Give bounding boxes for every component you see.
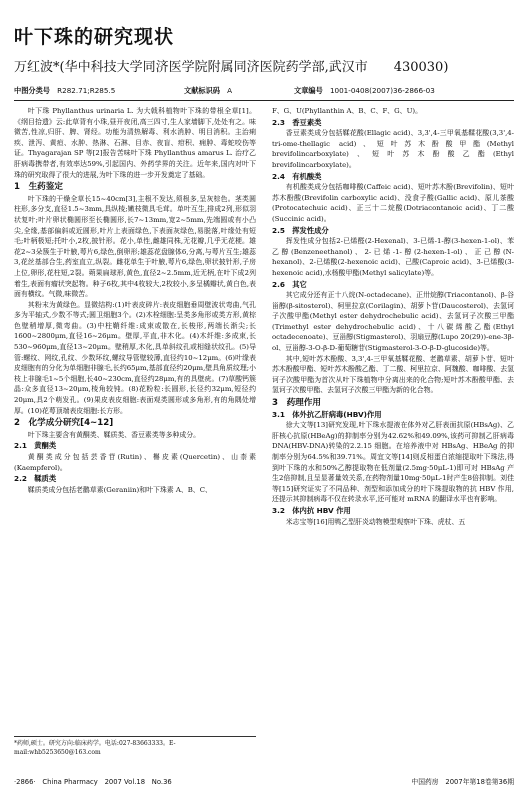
- section-3-2-paragraph: 米志宝等[16]用鸭乙型肝炎动物模型观察叶下珠、虎杖、五: [285, 517, 466, 526]
- left-column: [14, 106, 256, 734]
- section-3-1-paragraph: 徐大文等[13]研究发现,叶下珠水提液在体外对乙肝表面抗原(HBsAg)、乙肝核心抗原(HBeAg)的抑制率分别为42.62%和49.09%,该药可抑制乙肝病毒 DNA(HBV-DNA)转染的2.2.15 细胞。在培养液中对 HBsAg、HBeAg 的抑制率分别为64.5%和39.71%。周宜文等[14]则反相蛋白浓缩提取叶下珠法,得到叶下珠的水和50%乙醇提取物在低剂量(2.5mg·50μL-1)即可对 HBsAg 产生2倍抑制,且呈显著量效关系,在药物剂量10mg·50μL-1时产生8倍抑制。刘佳等[15]研究证实了不同品种、剂型和添加成分的叶下珠提取物的抗 HBV 作用,还提示其抑制病毒不仅在转录水平,还可能对 mRNA 的翻译水平也有影响。: [272, 421, 514, 504]
- footer-left: ·2866· China Pharmacy 2007 Vol.18 No.36: [14, 778, 172, 786]
- article-number: 文章编号 1001-0408(2007)36-2866-03: [294, 86, 435, 95]
- section-2-3-heading: 2.3 香豆素类: [272, 117, 322, 127]
- section-3-heading: 3 药理作用: [272, 398, 321, 409]
- author-footnote: *药师,硕士。研究方向:临床药学。电话:027-83663333。E-mail:whb5253650@163.com: [14, 736, 256, 757]
- section-2-4-paragraph: 有机酸类成分包括咖啡酸(Caffeic acid)、短叶苏木酚(Brevifolin)、短叶苏木酚酸(Brevifolin carboxylic acid)、没食子酸(Gallic acid)、原儿茶酸(Protocatechuic acid)、正三十二烷酸(Dotriacontanoic acid)、丁二酸(Succinic acid)。: [272, 183, 514, 223]
- section-1-paragraph-1: 叶下珠的干燥全草长15~40cm[3],主根不发达,须根多,呈灰棕色。茎类圆柱形,多分支,直径1.5~3mm,具纵棱;嫩枝微具毛茸。单叶互生,排成2列,形似羽状复叶;叶片卵状椭圆形至长椭圆形,长7~13mm,宽2~5mm,先端圆或有小凸尖,全缘,基部偏斜或近圆形,叶片上表面绿色,下表面灰绿色,易脱落,叶缘处有短毛;叶柄极短;托叶小,2枚,披针形。花小,单性,雌雄同株,无花瓣,几乎无花梗。雄花2~3朵簇生于叶腋,萼片6,绿色,倒卵形;雄蕊花盘腺体6,分离,与萼片互生;雄蕊3,花丝基部合生,药室直立,纵裂。雌花单生于叶腋,萼片6,绿色,卵状披针形,子房上位,卵形,花柱短,2裂。蒴果扁球形,黄色,直径2~2.5mm,近无柄,在叶下成2列着生,表面有瘤状突起物。种子6枚,其中4枚较大,2枚较小,多呈橘瓣状,黄白色,表面有横纹。气微,味微苦。: [14, 194, 256, 299]
- section-2-5-paragraph: 挥发性成分包括2-已烯醛(2-Hexenal)、3-已烯-1-醇(3-hexen-1-ol)、苯乙醇(Benzeneethanol)、2-已烯-1-醇(2-hexen-1-ol)、正己醇(N-hexanol)、2-已烯酸(2-hexenoic acid)、己酸(Caproic acid)、3-已烯酸(3-hexenoic acid),水杨酸甲酯(Methyl salicylate)等。: [272, 237, 514, 277]
- section-3-1-heading: 3.1 体外抗乙肝病毒(HBV)作用: [272, 409, 382, 419]
- section-2-6-heading: 2.6 其它: [272, 279, 307, 289]
- section-1-heading: 1 生药鉴定: [14, 182, 63, 193]
- section-2-4-heading: 2.4 有机酸类: [272, 171, 322, 181]
- section-1-paragraph-2: 其粉末为黄绿色。显微结构:(1)叶表皮碎片:表皮细胞垂周壁波状弯曲,气孔多为平轴式,少数不等式;圆卫细胞3个。(2)木栓细胞:呈类多角形或类方形,黄棕色壁稍增厚,微弯曲。(3)中柱鞘纤维:成束或散在,长梭形,两端长渐尖;长1600~2800μm,直径16~26μm。壁厚,平直,非木化。(4)木纤维:多成束,长530~960μm,直径13~20μm。壁稍厚,木化,具单斜纹孔或相缝状纹孔。(5)导管:螺纹、网纹,孔纹、少数环纹,螺纹导管壁较薄,直径约10~12μm。(6)叶缘表皮细胞有的分化为单细胞非腺毛,长约65μm,基部直径约20μm,壁具角质纹理;小枝上非腺毛1~5个细胞,长40~230cm,直径约28μm,有的具壁疣。(7)草酸钙簇晶:众多直径13~20μm,棱角较钝。(8)花粉粒:长圆形,长径约32μm,短径约20μm,具2个萌发孔。(9)果皮表皮细胞:表面观类圆形或多角形,有的角隅处增厚。(10)花萼顶端表皮细胞:长方形。: [14, 300, 256, 415]
- section-2-heading: 2 化学成分研究[4~12]: [14, 418, 114, 429]
- section-2-3-paragraph: 香豆素类成分包括鞣花酸(Ellagic acid)、3,3',4-三甲氧基鞣花酸(3,3',4-tri-ome-thellagic acid)、短叶苏木酚酸甲酯(Methyl brevifolincarboxylate)、短叶苏木酚酸乙酯(Ethyl brevifolincarboxylate)。: [272, 129, 514, 169]
- document-code: 文献标识码 A: [184, 86, 233, 95]
- right-column: [272, 106, 514, 734]
- section-3-2-heading: 3.2 体内抗 HBV 作用: [272, 505, 351, 515]
- section-2-5-heading: 2.5 挥发性成分: [272, 225, 329, 235]
- author-affiliation: 万红波*(华中科技大学同济医学院附属同济医院药学部,武汉市 430030): [14, 60, 449, 75]
- section-2-6-paragraph-2: 其中,短叶苏木酚酸、3,3',4-三甲氧基鞣花酸、老鹳草素、胡萝卜苷、短叶苏木酚酸甲酯、短叶苏木酚酸乙酯、丁二酸、柯里拉京、阿魏酸、咖啡酸、去氢诃子次酸甲酯为首次从叶下珠植物中分离出来的化合物;短叶苏木酚酸甲酯、去氢诃子次酸甲酯、去氢诃子次酸三甲酯为新的化合物。: [272, 354, 514, 395]
- header-rule: [14, 100, 514, 101]
- section-2-2-paragraph: 鞣质类成分包括老鹳草素(Geraniin)和叶下珠素 A、B、C、: [27, 485, 212, 494]
- section-2-paragraph: 叶下珠主要含有黄酮类、鞣质类、香豆素类等多种成分。: [27, 430, 201, 439]
- clc-number: 中图分类号 R282.71;R285.5: [14, 86, 116, 95]
- footer-right: 中国药房 2007年第18卷第36期: [411, 778, 514, 786]
- continued-paragraph: F、G、U(Phyllanthin A、B、C、F、G、U)。: [272, 107, 422, 115]
- section-2-2-heading: 2.2 鞣质类: [14, 474, 57, 484]
- article-title: 叶下珠的研究现状: [14, 26, 175, 48]
- section-2-1-paragraph: 黄酮类成分包括芸香苷(Rutin)、槲皮素(Quercetin)、山柰素(Kaempferol)。: [14, 453, 256, 472]
- intro-paragraph: 叶下珠 Phyllanthus urinaria L. 为大戟科植物叶下珠的带根全草[1]。《纲目拾遗》云:此草背有小珠,昼开夜闭,高三四寸,生人家墙脚下,处处有之。味微苦,性凉,归肝、脾、肾经。功能为清热解毒、利水消肿、明目消积。主治痢疾、泄泻、黄疸、水肿、热淋、石淋、目赤、夜盲、疳积、痈肿、毒蛇咬伤等证。Thyagarajan SP 等[2]报告苦味叶下珠 Phyllanthus amarus L. 治疗乙肝病毒携带者,有效率达59%,引起国内、外药学界的关注。近年来,国内对叶下珠的研究取得了很大的进展,为叶下珠的进一步开发奠定了基础。: [14, 107, 256, 179]
- section-2-1-heading: 2.1 黄酮类: [14, 441, 57, 451]
- section-2-6-paragraph-1: 其它成分还有正十八烷(N-octadecane)、正卅烷醇(Triacontanol)、β-谷甾醇(β-sitosterol)、柯里拉京(Corilagin)、胡萝卜苷(Daucosterol)、去氢诃子次酸甲酯(Methyl ester dehydrochebulic acid)、去氢诃子次酸三甲酯(Trimethyl ester dehydrochebulic acid)、十八碳烯酸乙酯(Ethyl octadecenoate)、豆甾醇(Stigmasterol)、羽扇豆醇(Lupo 20(29))-ene-3β-ol、豆甾醇-3-O-β-D-葡萄糖苷(Stigmasterol-3-O-β-D-glucoside)等。: [272, 291, 514, 353]
